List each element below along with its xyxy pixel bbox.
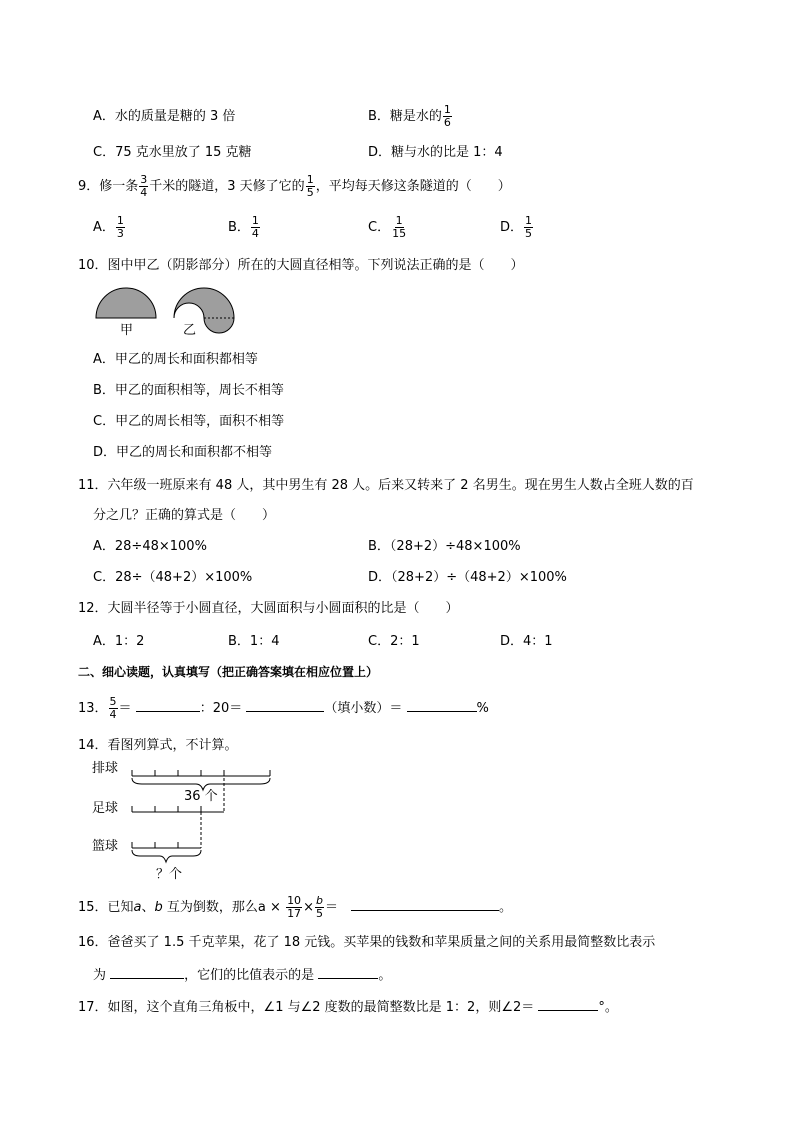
q11-option-d: D．（28+2）÷（48+2）×100% [368, 570, 567, 585]
fraction: $\frac{10}{17}$ [287, 894, 302, 920]
q14-stem: 14．看图列算式，不计算。 [78, 738, 238, 753]
fraction: $\frac{3}{4}$ [140, 173, 148, 199]
q13: 13． $\frac{5}{4}$ ＝ ：20＝ （填小数）＝ % [78, 695, 489, 721]
q10-stem: 10．图中甲乙（阴影部分）所在的大圆直径相等。下列说法正确的是（ ） [78, 258, 524, 273]
fraction: $\frac{1}{15}$ [392, 214, 407, 240]
answer-blank[interactable] [407, 699, 477, 712]
q8-option-b [368, 100, 453, 134]
answer-blank[interactable] [136, 699, 200, 712]
label-yi: 乙 [183, 323, 197, 338]
q10-option-b: B．甲乙的面积相等，周长不相等 [93, 383, 284, 398]
q16-stem-line1: 16．爸爸买了 1.5 千克苹果，花了 18 元钱。买苹果的钱数和苹果质量之间的关系用最简整数比表示 [78, 935, 656, 950]
jia-shape [96, 288, 156, 318]
q8-option-d: D．糖与水的比是 1：4 [368, 145, 503, 160]
fraction: $\frac{1}{5}$ [306, 173, 314, 199]
q9-option-c: C． $\frac{1}{15}$ [368, 214, 407, 240]
q12-option-b: B．1：4 [228, 634, 280, 649]
answer-blank[interactable] [246, 699, 324, 712]
fraction: $\frac{1}{6}$ [443, 103, 451, 129]
label-basketball: 篮球 [92, 839, 119, 854]
q12-option-c: C．2：1 [368, 634, 420, 649]
q9-option-b: B． $\frac{1}{4}$ [228, 214, 259, 240]
label-football: 足球 [92, 801, 119, 816]
answer-blank[interactable] [318, 966, 378, 979]
q10-figure [90, 286, 250, 346]
section-heading: 二、细心读题，认真填写（把正确答案填在相应位置上） [78, 665, 379, 679]
q9-option-d: D． $\frac{1}{5}$ [500, 214, 533, 240]
label-volleyball: 排球 [92, 761, 119, 776]
q11-option-a: A．28÷48×100% [93, 539, 207, 554]
q10-option-a: A．甲乙的周长和面积都相等 [93, 352, 258, 367]
q11-option-c: C．28÷（48+2）×100% [93, 570, 253, 585]
q17-stem: 17．如图，这个直角三角板中，∠1 与∠2 度数的最简整数比是 1：2，则∠2＝ °。 [78, 1000, 618, 1015]
label-question: ？个 [156, 867, 183, 882]
q10-option-d: D．甲乙的周长和面积都不相等 [93, 445, 273, 460]
q8-option-b-text: B．糖是水的 [368, 109, 442, 124]
q12-option-d: D．4：1 [500, 634, 553, 649]
answer-blank[interactable] [351, 898, 499, 911]
fraction: $\frac{b}{5}$ [315, 894, 323, 920]
q16-stem-line2: 为 ，它们的比值表示的是 。 [93, 968, 392, 983]
label-36: 36 个 [184, 789, 218, 804]
label-jia: 甲 [120, 323, 134, 338]
fraction: $\frac{1}{5}$ [525, 214, 533, 240]
fraction: $\frac{1}{3}$ [116, 214, 124, 240]
q11-option-b: B．（28+2）÷48×100% [368, 539, 521, 554]
answer-blank[interactable] [538, 998, 598, 1011]
q11-stem-line1: 11．六年级一班原来有 48 人，其中男生有 28 人。后来又转来了 2 名男生。现在男生人数占全班人数的百 [78, 478, 694, 493]
q10-option-c: C．甲乙的周长相等，面积不相等 [93, 414, 285, 429]
q8-option-c: C．75 克水里放了 15 克糖 [93, 145, 252, 160]
fraction: $\frac{1}{4}$ [251, 214, 259, 240]
q14-diagram [92, 756, 292, 888]
answer-blank[interactable] [110, 966, 184, 979]
q12-stem: 12．大圆半径等于小圆直径，大圆面积与小圆面积的比是（ ） [78, 601, 459, 616]
q11-stem-line2: 分之几？正确的算式是（ ） [93, 508, 276, 523]
q9-stem: 9．修一条 $\frac{3}{4}$ 千米的隧道，3 天修了它的 $\frac{1}{5}$ ，平均每天修这条隧道的（ ） [78, 173, 511, 199]
q15: 15．已知a、b 互为倒数，那么a × $\frac{10}{17}$ × $\frac{b}{5}$ ＝ 。 [78, 894, 513, 920]
q8-option-a: A．水的质量是糖的 3 倍 [93, 109, 236, 124]
q12-option-a: A．1：2 [93, 634, 145, 649]
q9-option-a: A． $\frac{1}{3}$ [93, 214, 124, 240]
fraction: $\frac{5}{4}$ [109, 695, 117, 721]
